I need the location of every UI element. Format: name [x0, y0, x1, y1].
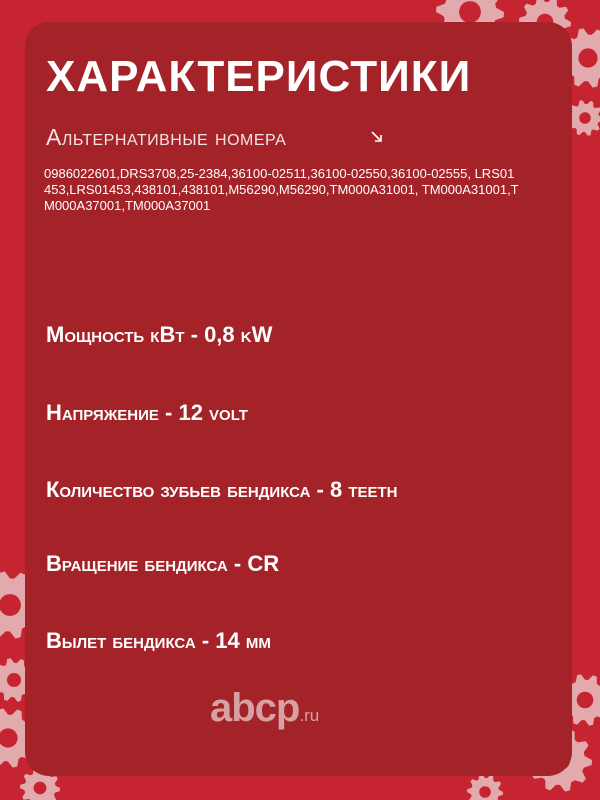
arrow-down-right-icon — [370, 130, 384, 144]
spec-voltage: Напряжение - 12 volt — [46, 400, 248, 425]
spec-label: Вылет бендикса — [46, 628, 196, 653]
gear-hole — [7, 673, 21, 687]
gear-hole — [578, 48, 597, 67]
logo-suffix: .ru — [299, 706, 320, 725]
gear-hole — [34, 782, 47, 795]
spec-label: Мощность кВт — [46, 322, 185, 347]
spec-label: Количество зубьев бендикса — [46, 477, 311, 502]
gear-hole — [577, 692, 594, 709]
spec-value: 8 teeth — [330, 477, 398, 502]
page-title: ХАРАКТЕРИСТИКИ — [46, 52, 472, 101]
spec-teeth: Количество зубьев бендикса - 8 teeth — [46, 477, 398, 502]
gear-hole — [479, 786, 491, 798]
spec-label: Напряжение — [46, 400, 159, 425]
spec-value: 14 мм — [215, 628, 271, 653]
abcp-logo — [210, 686, 319, 731]
spec-offset: Вылет бендикса - 14 мм — [46, 628, 271, 653]
gear-hole — [579, 112, 591, 124]
gear-hole — [0, 594, 21, 616]
spec-label: Вращение бендикса — [46, 551, 228, 576]
spec-value: 12 volt — [178, 400, 248, 425]
spec-value: CR — [247, 551, 280, 576]
gear-hole — [459, 1, 481, 23]
spec-value: 0,8 kW — [204, 322, 273, 347]
spec-rotation: Вращение бендикса - CR — [46, 551, 280, 576]
alt-numbers-heading: Альтернативные номера — [46, 124, 287, 150]
logo-main: abcp — [210, 686, 300, 730]
spec-power: Мощность кВт - 0,8 kW — [46, 322, 273, 347]
alt-numbers-list: 0986022601,DRS3708,25-2384,36100-02511,36100-02550,36100-02555, LRS01453,LRS01453,438101,438101,M56290,M56290,TM000A31001, TM000A31001,TM000A37001,TM000A37001 — [44, 166, 519, 213]
